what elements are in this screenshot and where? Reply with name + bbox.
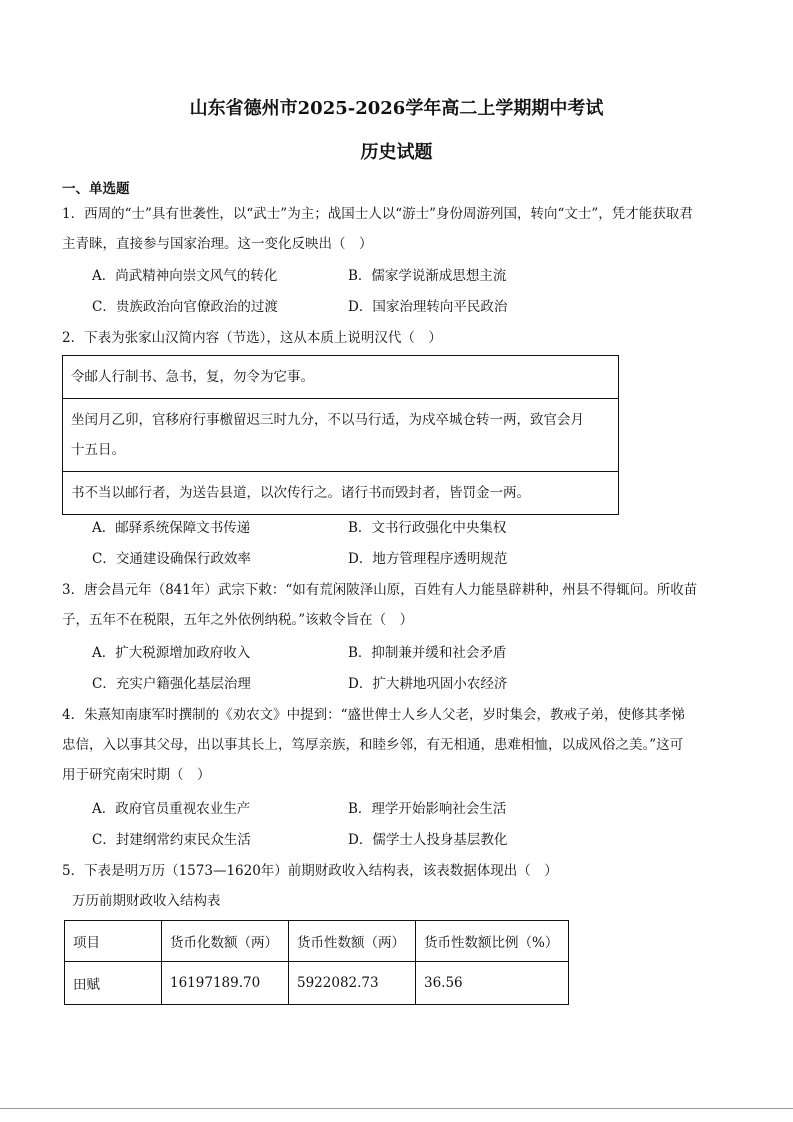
question-5-stem [62,856,732,886]
table-cell: 5922082.73 [289,962,416,1005]
question-3-option-b[interactable]: B．抑制兼并缓和社会矛盾 [348,645,507,661]
question-4-option-d[interactable]: D．儒学士人投身基层教化 [348,832,508,848]
question-2-line-1: 2．下表为张家山汉简内容（节选），这从本质上说明汉代（ ） [62,330,442,346]
source-cell-1: 令邮人行制书、急书，复，勿令为它事。 [63,356,619,399]
question-2-stem [62,323,732,353]
question-3-stem [62,575,732,635]
table-cell: 田赋 [65,962,162,1005]
question-4-option-b[interactable]: B．理学开始影响社会生活 [348,801,507,817]
question-4-line-1: 4．朱熹知南康军时撰制的《劝农文》中提到：“盛世俾士人乡人父老，岁时集会，教戒子弟，使修其孝悌 [62,707,685,723]
question-2-option-b[interactable]: B．文书行政强化中央集权 [348,520,507,536]
table-header-row [65,921,569,962]
section-heading: 一、单选题 [62,181,130,197]
question-1-line-2: 主青睐，直接参与国家治理。这一变化反映出（ ） [62,236,373,252]
question-3-option-a[interactable]: A．扩大税源增加政府收入 [92,645,251,661]
exam-subtitle: 历史试题 [360,142,433,163]
table-header-cell: 货币化数额（两） [162,921,289,962]
question-4-line-2: 忠信，入以事其父母，出以事其长上，笃厚亲族，和睦乡邻，有无相通，患难相恤，以成风俗之美。”这可 [62,737,684,753]
table-row [63,399,619,472]
source-cell-2: 坐闰月乙卯，官移府行事檄留迟三时九分，不以马行适，为戍卒城仓转一两，致官会月 十五日。 [63,399,619,472]
page-bottom-divider [0,1108,793,1109]
table-cell: 36.56 [416,962,569,1005]
question-4-option-c[interactable]: C．封建纲常约束民众生活 [92,832,251,848]
table-header-cell: 货币性数额（两） [289,921,416,962]
question-3-line-2: 子，五年不在税限，五年之外依例纳税。”该敕令旨在（ ） [62,612,414,628]
question-2-option-c[interactable]: C．交通建设确保行政效率 [92,551,251,567]
source-cell-3: 书不当以邮行者，为送告县道，以次传行之。诸行书而毁封者，皆罚金一两。 [63,472,619,515]
question-4-stem [62,700,732,790]
question-2-source-table [62,355,619,515]
table-caption: 万历前期财政收入结构表 [72,893,221,909]
table-row [63,472,619,515]
question-1-option-d[interactable]: D．国家治理转向平民政治 [348,299,508,315]
question-2-option-a[interactable]: A．邮驿系统保障文书传递 [92,520,251,536]
question-2-option-d[interactable]: D．地方管理程序透明规范 [348,551,508,567]
question-3-option-d[interactable]: D．扩大耕地巩固小农经济 [348,676,508,692]
question-5-line-1: 5．下表是明万历（1573—1620年）前期财政收入结构表，该表数据体现出（ ） [62,863,558,879]
revenue-table [64,920,569,1005]
question-4-option-a[interactable]: A．政府官员重视农业生产 [92,801,251,817]
exam-title: 山东省德州市2025-2026学年高二上学期期中考试 [189,98,604,119]
question-1-stem [62,199,732,259]
question-3-line-1: 3．唐会昌元年（841年）武宗下敕：“如有荒闲陂泽山原，百姓有人力能垦辟耕种，州县不得辄问。所收苗 [62,582,698,598]
question-1-option-a[interactable]: A．尚武精神向崇文风气的转化 [92,268,278,284]
question-4-line-3: 用于研究南宋时期（ ） [62,767,211,783]
question-1-option-c[interactable]: C．贵族政治向官僚政治的过渡 [92,299,278,315]
table-cell: 16197189.70 [162,962,289,1005]
table-header-cell: 项目 [65,921,162,962]
question-3-option-c[interactable]: C．充实户籍强化基层治理 [92,676,251,692]
question-1-line-1: 1．西周的“士”具有世袭性，以“武士”为主；战国士人以“游士”身份周游列国，转向“文士”，凭才能获取君 [62,206,693,222]
table-row [63,356,619,399]
question-1-option-b[interactable]: B．儒家学说渐成思想主流 [348,268,507,284]
table-header-cell: 货币性数额比例（%） [416,921,569,962]
table-row [65,962,569,1005]
